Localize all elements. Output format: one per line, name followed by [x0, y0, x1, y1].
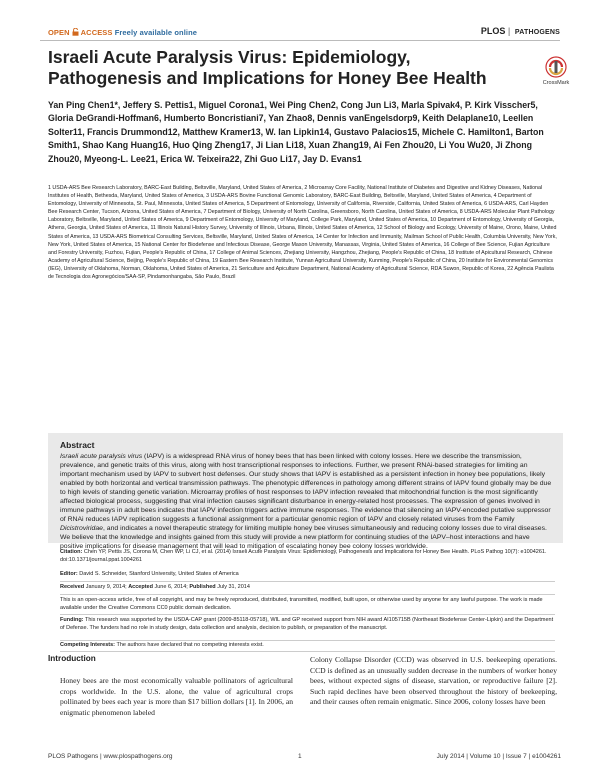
crossmark-badge[interactable]	[536, 56, 576, 86]
crossmark-icon	[545, 56, 567, 78]
meta-divider	[60, 640, 555, 641]
citation: Citation: Chen YP, Pettis JS, Corona M, Chen WP, Li CJ, et al. (2014) Israeli Acute Paralysis Virus: Epidemiology, Pathogenesis and Implications for Honey Bee Health. PLoS Pathog 10(7): e1004261. doi:10.1371/journal.ppat.1004261	[60, 549, 547, 563]
meta-divider	[60, 651, 555, 652]
meta-divider	[60, 594, 555, 595]
family-name: Dicistroviridae	[60, 525, 103, 533]
meta-divider	[60, 581, 555, 582]
editor: Editor: David S. Schneider, Stanford University, United States of America	[60, 571, 239, 577]
introduction-heading: Introduction	[48, 654, 96, 663]
article-title: Israeli Acute Paralysis Virus: Epidemiology, Pathogenesis and Implications for Honey Bee Health	[48, 47, 487, 88]
footer-journal[interactable]: PLOS Pathogens | www.plospathogens.org	[48, 753, 173, 760]
license: This is an open-access article, free of all copyright, and may be freely reproduced, distributed, transmitted, modified, built upon, or otherwise used by anyone for any lawful purpose. The work is made available under the Creative Commons CC0 public domain dedication.	[60, 597, 543, 611]
dates: Received January 9, 2014; Accepted June 6, 2014; Published July 31, 2014	[60, 584, 250, 590]
crossmark-label: CrossMark	[542, 80, 570, 86]
header-divider	[40, 40, 560, 41]
author-list: Yan Ping Chen1*, Jeffery S. Pettis1, Miguel Corona1, Wei Ping Chen2, Cong Jun Li3, Marla Spivak4, P. Kirk Visscher5, Gloria DeGrandi-Hoffman6, Humberto Boncristiani7, Yan Zhao8, Dennis vanEngelsdorp9, Keith Delaplane10, Leellen Solter11, Francis Drummond12, Matthew Kramer13, W. Ian Lipkin14, Gustavo Palacios15, Michele C. Hamilton1, Barton Smith1, Shao Kang Huang16, Huo Qing Zheng17, Ji Lian Li18, Xuan Zhang19, Ai Fen Zhou20, Li You Wu20, Ji Zhong Zhou20, Myeong-L. Lee21, Erica W. Teixeira22, Zhi Guo Li17, Jay D. Evans1	[48, 100, 544, 164]
competing-interests: Competing Interests: The authors have declared that no competing interests exist.	[60, 642, 264, 648]
journal-logo: PLOS | PATHOGENS	[480, 26, 560, 36]
abstract-text: Israeli acute paralysis virus (IAPV) is a widespread RNA virus of honey bees that has been linked with colony losses. Here we describe the transmission, prevalence, and genetic traits of this virus, along with host transcriptional responses to infections. Further, we present RNAi-based strategies for limiting an important mechanism used by IAPV to subvert host defenses. Our study shows that IAPV is established as a persistent infection in honey bee populations, likely enabled by both horizontal and vertical transmission pathways. The phenotypic differences in pathology among different strains of IAPV found globally may be due to high levels of standing genetic variation. Microarray profiles of host responses to IAPV infection revealed that mitochondrial function is the most significantly affected biological process, suggesting that viral infection causes significant disturbance in energy-related host processes. The expression of genes involved in immune pathways in adult bees indicates that IAPV infection triggers active immune responses. The evidence that silencing an IAPV-encoded putative suppressor of RNAi reduces IAPV replication suggests a functional assignment for a particular genomic region of IAPV and closely related viruses from the Family Dicistroviridae, and indicates a novel therapeutic strategy for limiting multiple honey bee viruses simultaneously and reducing colony losses due to viral diseases. We believe that the knowledge and insights gained from this study will provide a new platform for continuing studies of the IAPV–host interactions and have positive implications for disease management that will lead to mitigation of escalating honey bee colony losses worldwide.	[60, 453, 552, 551]
open-lock-icon	[72, 28, 79, 36]
issue-info: July 2014 | Volume 10 | Issue 7 | e1004261	[436, 753, 561, 760]
affiliations: 1 USDA-ARS Bee Research Laboratory, BARC-East Building, Beltsville, Maryland, United States of America, 2 Microarray Core Facility, National Institute of Diabetes and Digestive and Kidney Diseases, National Institutes of Health, Bethesda, Maryland, United States of America, 3 USDA-ARS Bovine Functional Genomic Laboratory, BARC-East Building, Beltsville, Maryland, United States of America, 4 Department of Entomology, University of Minnesota, St. Paul, Minnesota, United States of America, 5 Department of Entomology, University of California, Riverside, California, United States of America, 6 USDA-ARS, Carl Hayden Bee Research Center, Tucson, Arizona, United States of America, 7 Department of Biology, University of North Carolina, Greensboro, North Carolina, United States of America, 8 USDA-ARS Molecular Plant Pathology Laboratory, Beltsville, Maryland, United States of America, 9 Department of Entomology, University of Maryland, College Park, Maryland, United States of America, 10 Department of Entomology, University of Georgia, Athens, Georgia, United States of America, 11 Illinois Natural History Survey, University of Illinois, Urbana, Illinois, United States of America, 12 School of Biology and Ecology, University of Maine, Orono, Maine, United States of America, 13 USDA-ARS Biometrical Consulting Services, Beltsville, Maryland, United States of America, 14 Center for Infection and Immunity, Mailman School of Public Health, Columbia University, New York, New York, United States of America, 15 National Center for Biodefense and Infectious Disease, George Mason University, Manassas, Virginia, United States of America, 16 College of Bee Science, Fujian Agriculture and Forestry University, Fuzhou, Fujian, People's Republic of China, 17 College of Animal Sciences, Zhejiang University, Hangzhou, Zhejiang, People's Republic of China, 18 Institute of Apicultural Research, Chinese Academy of Agricultural Science, Beijing, People's Republic of China, 19 Eastern Bee Research Institute, Yunnan Agricultural University, Kunming, People's Republic of China, 20 Institute for Environmental Genomics (IEG), University of Oklahoma, Norman, Oklahoma, United States of America, 21 Sericulture and Apiculture Department, National Academy of Agricultural Science, RDA Suwon, Republic of Korea, 22 Agência Paulista de Tecnologia dos Agronegócios/SAA-SP, Pindamonhangaba, São Paulo, Brazil	[48, 185, 557, 281]
plos-logo-text: PLOS	[480, 26, 506, 36]
freely-available-label: Freely available online	[114, 28, 198, 37]
page-footer	[48, 753, 561, 760]
intro-right-column: Colony Collapse Disorder (CCD) was observed in U.S. beekeeping operations. CCD is defined as an unusually sudden decrease in the numbers of worker honey bees, without expected signs of disease, starvation, or reproductive failure [2]. Such rapid declines have been observed throughout the history of beekeeping, and their causes often remain enigmatic. Since 2006, colony losses have been	[310, 655, 557, 706]
abstract-heading: Abstract	[60, 440, 95, 450]
journal-name: PATHOGENS	[514, 29, 560, 36]
funding: Funding: This research was supported by the USDA-CAP grant (2009-85118-05718), WIL and GP received support from NIH award AI105715B (Northeast Biodefense Center-Lipkin) and the Department of Defense. The funders had no role in study design, data collection and analysis, decision to publish, or preparation of the manuscript.	[60, 617, 554, 631]
meta-divider	[60, 614, 555, 615]
page-number: 1	[298, 753, 302, 760]
intro-left-column: Honey bees are the most economically valuable pollinators of agricultural crops worldwide. In the U.S. alone, the value of agricultural crops pollinated by bees each year is more than $17 billion dollars [1]. In 2006, an enigmatic phenomenon labeled	[60, 676, 293, 717]
open-access-badge: OPEN ACCESS Freely available online	[48, 28, 198, 37]
virus-name: Israeli acute paralysis virus	[60, 453, 143, 460]
